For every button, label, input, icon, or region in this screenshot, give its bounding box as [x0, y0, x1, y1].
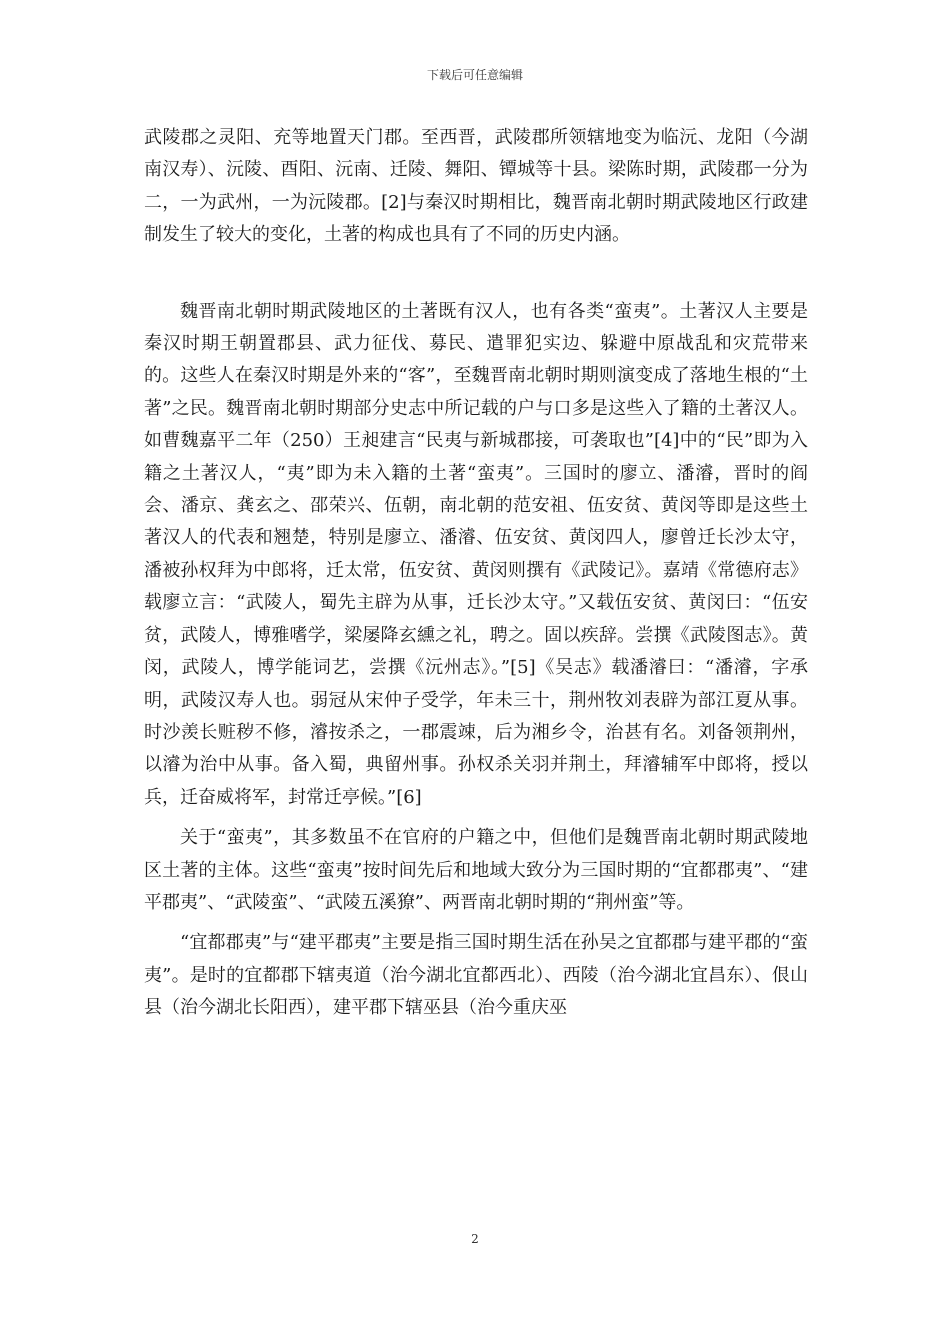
document-body [144, 122, 808, 1025]
paragraph-4: “宜都郡夷”与“建平郡夷”主要是指三国时期生活在孙吴之宜都郡与建平郡的“蛮夷”。是时的宜都郡下辖夷道（治今湖北宜都西北）、西陵（治今湖北宜昌东）、佷山县（治今湖北长阳西），建平郡下辖巫县（治今重庆巫 [144, 932, 808, 1019]
paragraph-3: 关于“蛮夷”，其多数虽不在官府的户籍之中，但他们是魏晋南北朝时期武陵地区土著的主体。这些“蛮夷”按时间先后和地域大致分为三国时期的“宜都郡夷”、“建平郡夷”、“武陵蛮”、“武陵五溪獠”、两晋南北朝时期的“荆州蛮”等。 [144, 827, 808, 913]
page-number: 2 [471, 1232, 479, 1246]
page-header-note: 下载后可任意编辑 [426, 68, 523, 82]
paragraph-1: 武陵郡之灵阳、充等地置天门郡。至西晋，武陵郡所领辖地变为临沅、龙阳（今湖南汉寿）、沅陵、酉阳、沅南、迁陵、舞阳、镡城等十县。梁陈时期，武陵郡一分为二，一为武州，一为沅陵郡。[2]与秦汉时期相比，魏晋南北朝时期武陵地区行政建制发生了较大的变化，土著的构成也具有了不同的历史内涵。 [144, 127, 808, 246]
paragraph-2: 魏晋南北朝时期武陵地区的土著既有汉人，也有各类“蛮夷”。土著汉人主要是秦汉时期王朝置郡县、武力征伐、募民、遣罪犯实边、躲避中原战乱和灾荒带来的。这些人在秦汉时期是外来的“客”，至魏晋南北朝时期则演变成了落地生根的“土著”之民。魏晋南北朝时期部分史志中所记载的户与口多是这些入了籍的土著汉人。如曹魏嘉平二年（250）王昶建言“民夷与新城郡接，可袭取也”[4]中的“民”即为入籍之土著汉人，“夷”即为未入籍的土著“蛮夷”。三国时的廖立、潘濬，晋时的阎会、潘京、龚玄之、邵荣兴、伍朝，南北朝的范安祖、伍安贫、黄闵等即是这些土著汉人的代表和翘楚，特别是廖立、潘濬、伍安贫、黄闵四人，廖曾迁长沙太守，潘被孙权拜为中郎将，迁太常，伍安贫、黄闵则撰有《武陵记》。嘉靖《常德府志》载廖立言：“武陵人，蜀先主辟为从事，迁长沙太守。”又载伍安贫、黄闵曰：“伍安贫，武陵人，博雅嗜学，梁屡降玄纁之礼，聘之。固以疾辞。尝撰《武陵图志》。黄闵，武陵人，博学能词艺，尝撰《沅州志》。”[5]《吴志》载潘濬曰：“潘濬，字承明，武陵汉寿人也。弱冠从宋仲子受学，年未三十，荆州牧刘表辟为部江夏从事。时沙羡长赃秽不修，濬按杀之，一郡震竦，后为湘乡令，治甚有名。刘备领荆州，以濬为治中从事。备入蜀，典留州事。孙权杀关羽并荆土，拜濬辅军中郎将，授以兵，迁奋威将军，封常迁亭候。”[6] [144, 300, 808, 808]
